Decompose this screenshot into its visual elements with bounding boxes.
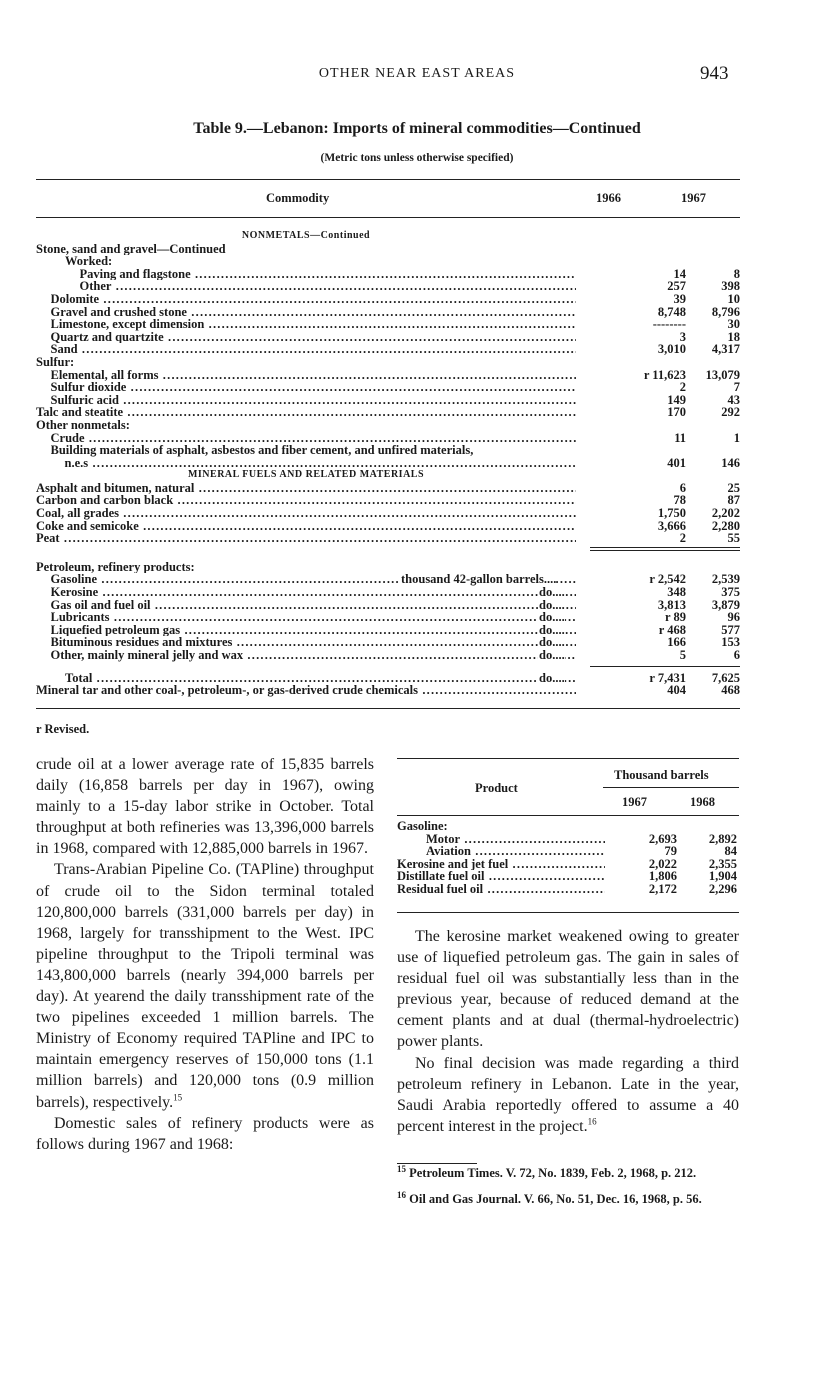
row-label-text: Quartz and quartzite	[50, 330, 164, 344]
value-1967: 3,879	[711, 597, 740, 612]
col-header-thousand-barrels: Thousand barrels	[614, 768, 709, 782]
table-row	[36, 318, 740, 331]
value-1967: 6	[733, 648, 740, 662]
table-row	[397, 870, 739, 883]
row-label	[51, 586, 577, 599]
section-heading: MINERAL FUELS AND RELATED MATERIALS	[187, 469, 425, 481]
row-label	[36, 684, 576, 697]
value-1967: 87	[727, 493, 740, 508]
value-1966: 166	[667, 635, 686, 650]
paragraph	[36, 859, 374, 1112]
table-row	[36, 432, 740, 445]
paragraph: crude oil at a lower average rate of 15,835 barrels daily (16,858 barrels per day in 1967), owing mainly to a 15-day labor strike in October. Total throughput at both refineries was 13,396,000 barrels in 1968, compared with 12,885,000 barrels in 1967.	[36, 756, 374, 858]
row-label-text: Other	[79, 280, 112, 293]
value-1968: 2,892	[708, 831, 737, 846]
unit-text: do	[539, 670, 553, 685]
value-1966: 257	[667, 279, 686, 294]
row-label	[51, 624, 577, 637]
row-label-continuation: n.e.s	[64, 455, 89, 470]
table-row	[36, 520, 740, 533]
row-label	[51, 306, 577, 319]
unit-label: do....	[539, 622, 565, 637]
row-label-text: Other, mainly mineral jelly and wax	[50, 649, 244, 662]
section-heading: NONMETALS—Continued	[241, 230, 371, 241]
table-row	[36, 356, 740, 369]
sales-table-header-rule	[397, 815, 739, 816]
col-header-product: Product	[475, 781, 518, 795]
unit-text: thousand 42-gallon barrels	[401, 572, 544, 587]
value-1966: 401	[667, 455, 686, 470]
unit-label: do....	[539, 670, 565, 685]
footnote-separator	[397, 1163, 477, 1164]
value-1967: 4,317	[711, 342, 740, 357]
footnote-ref: 16	[587, 1116, 597, 1127]
row-label	[51, 599, 577, 612]
col-header-1967: 1967	[622, 795, 647, 809]
value-1966: --------	[652, 317, 686, 332]
row-label	[397, 820, 605, 833]
value-1967: 55	[727, 531, 740, 546]
table-row	[36, 331, 740, 344]
double-rule	[590, 547, 740, 551]
table-header-rule	[36, 217, 740, 218]
table-row	[397, 833, 739, 846]
table-row	[36, 343, 740, 356]
table-row	[397, 820, 739, 833]
col-header-1968: 1968	[690, 795, 715, 809]
table-row	[36, 599, 740, 612]
value-1967: 1,806	[648, 869, 677, 884]
row-label-text: Sulfur:	[36, 355, 75, 369]
unit-label: do....	[539, 648, 565, 662]
table-row	[36, 624, 740, 637]
value-1966: 170	[667, 405, 686, 420]
row-label	[65, 255, 576, 268]
table-row	[36, 507, 740, 520]
table-row	[36, 406, 740, 419]
row-label-text: Sand	[50, 343, 78, 356]
table-row	[36, 243, 740, 256]
table-row	[36, 532, 740, 545]
running-head: OTHER NEAR EAST AREAS	[318, 66, 516, 81]
table-row	[36, 482, 740, 495]
row-label	[426, 845, 605, 858]
value-1966: 3	[679, 329, 686, 344]
row-label	[36, 243, 576, 256]
row-label	[36, 482, 576, 495]
value-1967: 292	[721, 405, 740, 420]
table-subtitle: (Metric tons unless otherwise specified)	[320, 152, 514, 164]
value-1968: 84	[724, 844, 737, 859]
sales-table-bottom-rule	[397, 912, 739, 913]
unit-text: do	[539, 585, 553, 600]
value-1967: 8,796	[711, 304, 740, 319]
value-1967: 2,693	[648, 831, 677, 846]
row-label-text: Building materials of asphalt, asbestos and fiber cement, and unfired materials,	[50, 444, 474, 458]
table-row	[36, 255, 740, 268]
row-label-text: Kerosine	[50, 586, 99, 599]
table-row	[36, 419, 740, 432]
row-label-text: Distillate fuel oil	[397, 870, 485, 883]
row-label	[51, 293, 577, 306]
value-1966: 78	[673, 493, 686, 508]
left-column	[36, 754, 374, 1155]
footnote-15	[397, 1163, 739, 1180]
value-1967: 2,280	[711, 518, 740, 533]
value-1966: 3,813	[657, 597, 686, 612]
value-1966: 404	[667, 683, 686, 698]
value-1967: 398	[721, 279, 740, 294]
value-1968: 1,904	[708, 869, 737, 884]
table-footnote: r Revised.	[36, 722, 90, 736]
group-header-rule	[603, 787, 739, 788]
table-row	[36, 573, 740, 586]
table-row	[36, 672, 740, 685]
table-row	[36, 649, 740, 662]
row-label-text: Limestone, except dimension	[50, 318, 205, 331]
unit-label: do....	[539, 635, 565, 650]
unit-text: do	[539, 635, 553, 650]
row-label	[51, 331, 577, 344]
row-label	[51, 343, 577, 356]
imports-table	[36, 230, 740, 697]
value-1966: 149	[667, 392, 686, 407]
value-1966: 3,010	[657, 342, 686, 357]
value-1967: 10	[727, 291, 740, 306]
row-label	[397, 883, 605, 896]
row-label-text: Other nonmetals:	[36, 418, 130, 432]
row-label-text: Talc and steatite	[36, 406, 124, 419]
table-row	[36, 293, 740, 306]
row-label	[36, 356, 576, 369]
row-label	[51, 432, 577, 445]
right-column	[397, 926, 739, 1137]
row-label-text: Paving and flagstone	[79, 267, 191, 281]
table-row	[397, 858, 739, 871]
table-bottom-rule	[36, 708, 740, 709]
value-1967: 2,539	[711, 572, 740, 587]
value-1966: r 2,542	[649, 572, 686, 587]
value-1967: 146	[721, 455, 740, 470]
row-label-text: Gasoline:	[397, 820, 448, 833]
table-row	[397, 845, 739, 858]
footnote-text: Oil and Gas Journal. V. 66, No. 51, Dec. 16, 1968, p. 56.	[409, 1192, 702, 1206]
col-header-1966: 1966	[596, 191, 621, 205]
value-1967: 2,172	[648, 881, 677, 896]
paragraph: Domestic sales of refinery products were as follows during 1967 and 1968:	[36, 1114, 374, 1153]
row-label-text: Mineral tar and other coal-, petroleum-, or gas-derived crude chemicals	[36, 684, 418, 697]
row-label	[36, 507, 576, 520]
row-label-text: Carbon and carbon black	[36, 494, 174, 508]
value-1967: 43	[727, 392, 740, 407]
table-row	[36, 611, 740, 624]
row-label-text: Gasoline	[50, 573, 98, 587]
value-1968: 2,296	[708, 881, 737, 896]
row-label	[426, 833, 605, 846]
row-label-text: Kerosine and jet fuel	[397, 857, 509, 871]
row-label	[80, 268, 577, 281]
row-label-text: Dolomite	[50, 292, 100, 306]
sales-table-top-rule	[397, 758, 739, 759]
value-1966: r 11,623	[643, 367, 686, 382]
value-1967: 153	[721, 635, 740, 650]
row-label	[397, 858, 605, 871]
table-row	[397, 883, 739, 896]
footnote-ref: 15	[173, 1092, 183, 1103]
row-label-text: Stone, sand and gravel—Continued	[36, 242, 226, 256]
row-label	[51, 381, 577, 394]
row-label	[51, 444, 577, 469]
footnote-number: 15	[397, 1163, 406, 1174]
paragraph	[397, 1053, 739, 1137]
row-label	[51, 649, 577, 662]
row-label	[51, 636, 577, 649]
row-label-text: Liquefied petroleum gas	[50, 623, 181, 637]
table-row	[36, 444, 740, 469]
row-label	[36, 406, 576, 419]
value-1967: 2,202	[711, 506, 740, 521]
value-1966: r 7,431	[649, 670, 686, 685]
row-label	[51, 369, 577, 382]
value-1968: 2,355	[708, 856, 737, 871]
value-1966: 11	[674, 430, 686, 445]
unit-text: do	[539, 610, 553, 625]
value-1966: 39	[673, 291, 686, 306]
value-1967: 30	[727, 317, 740, 332]
page-number: 943	[700, 63, 729, 84]
row-label-text: Gas oil and fuel oil	[50, 598, 151, 612]
value-1967: 2,022	[648, 856, 677, 871]
row-label-text: Worked:	[65, 255, 113, 268]
value-1966: r 89	[665, 610, 686, 625]
table-row	[36, 306, 740, 319]
row-label-text: Petroleum, refinery products:	[36, 560, 195, 574]
value-1967: 375	[721, 585, 740, 600]
value-1966: 2	[679, 531, 686, 546]
row-label	[36, 520, 576, 533]
value-1967: 468	[721, 683, 740, 698]
row-label-text: Lubricants	[50, 611, 110, 624]
value-1966: r 468	[658, 622, 686, 637]
table-title: Table 9.—Lebanon: Imports of mineral commodities—Continued	[193, 120, 641, 137]
table-row	[36, 268, 740, 281]
row-label-text: Motor	[426, 832, 461, 846]
table-row	[36, 381, 740, 394]
value-1966: 14	[673, 266, 686, 281]
table-row	[36, 494, 740, 507]
table-row	[36, 586, 740, 599]
value-1967: 79	[664, 844, 677, 859]
table-row	[36, 561, 740, 574]
paragraph-text: No final decision was made regarding a third petroleum refinery in Lebanon. Late in the year, Saudi Arabia reportedly offered to assume a 40 percent interest in the project.	[397, 1054, 739, 1135]
table-row	[36, 280, 740, 293]
table-row	[36, 684, 740, 697]
row-label	[36, 419, 576, 432]
value-1966: 2	[679, 380, 686, 395]
value-1967: 577	[721, 622, 740, 637]
row-label-text: Peat	[36, 532, 60, 545]
unit-text: do	[539, 648, 553, 662]
value-1967: 7	[733, 380, 740, 395]
unit-label: do....	[539, 610, 565, 625]
row-label	[65, 672, 576, 685]
value-1967: 18	[727, 329, 740, 344]
value-1966: 8,748	[657, 304, 686, 319]
value-1967: 8	[733, 266, 740, 281]
unit-text: do	[539, 597, 553, 612]
total-rule	[590, 666, 740, 667]
row-label-text: Elemental, all forms	[50, 368, 159, 382]
unit-label: do....	[539, 585, 565, 600]
row-label-text: Bituminous residues and mixtures	[50, 636, 233, 649]
paragraph-text: Trans-Arabian Pipeline Co. (TAPline) throughput of crude oil to the Sidon terminal totaled 120,800,000 barrels (331,000 barrels per day) in 1968, largely for transshipment to the West. IPC pipeline throughput to the Tripoli terminal was 143,800,000 barrels (nearly 394,000 barrels per day). At yearend the daily transshipment rate of the two pipelines exceeded 1 million barrels. The Ministry of Economy required TAPline and IPC to maintain emergency reserves of 150,000 tons (1.1 million barrels) and 120,000 tons (0.9 million barrels), respectively.	[36, 861, 374, 1111]
value-1966: 3,666	[657, 518, 686, 533]
table-row	[36, 394, 740, 407]
row-label	[36, 494, 576, 507]
row-label	[36, 532, 576, 545]
row-label	[397, 870, 605, 883]
table-row	[36, 369, 740, 382]
value-1966: 348	[667, 585, 686, 600]
row-label-text: Aviation	[426, 845, 471, 858]
value-1966: 5	[679, 648, 686, 662]
row-label-text: Residual fuel oil	[397, 882, 484, 896]
row-label-text: Total	[65, 671, 93, 685]
value-1967: 13,079	[705, 367, 740, 382]
value-1966: 1,750	[657, 506, 686, 521]
row-label	[80, 280, 577, 293]
footnote-16	[397, 1189, 739, 1206]
row-label-text: Gravel and crushed stone	[50, 305, 187, 319]
row-label-text: Asphalt and bitumen, natural	[36, 481, 195, 495]
row-label-text: Coal, all grades	[36, 507, 119, 520]
row-label-text: Coke and semicoke	[36, 519, 139, 533]
value-1967: 7,625	[711, 670, 740, 685]
footnote-number: 16	[397, 1189, 406, 1200]
row-label	[51, 318, 577, 331]
value-1967: 25	[727, 480, 740, 495]
unit-text: do	[539, 622, 553, 637]
footnote-text: Petroleum Times. V. 72, No. 1839, Feb. 2, 1968, p. 212.	[409, 1166, 697, 1180]
col-header-1967: 1967	[681, 191, 706, 205]
unit-label: thousand 42-gallon barrels....	[401, 572, 557, 587]
row-label	[51, 394, 577, 407]
value-1967: 1	[733, 430, 740, 445]
row-label-text: Sulfuric acid	[50, 393, 119, 407]
paragraph: The kerosine market weakened owing to greater use of liquefied petroleum gas. The gain in sales of residual fuel oil was substantially less than in the previous year, because of reduced demand at the cement plants and at dual (thermal-hydroelectric) power plants.	[397, 928, 739, 1051]
total-rule-gap	[36, 662, 740, 672]
double-rule-gap	[36, 545, 740, 561]
table-top-rule	[36, 179, 740, 180]
table-row	[36, 636, 740, 649]
sales-table	[397, 820, 739, 896]
col-header-commodity: Commodity	[266, 191, 330, 205]
value-1967: 96	[727, 610, 740, 625]
unit-label: do....	[539, 597, 565, 612]
row-label	[51, 611, 577, 624]
row-label-text: Crude	[50, 431, 85, 445]
value-1966: 6	[679, 480, 686, 495]
row-label-text: Sulfur dioxide	[50, 381, 127, 394]
